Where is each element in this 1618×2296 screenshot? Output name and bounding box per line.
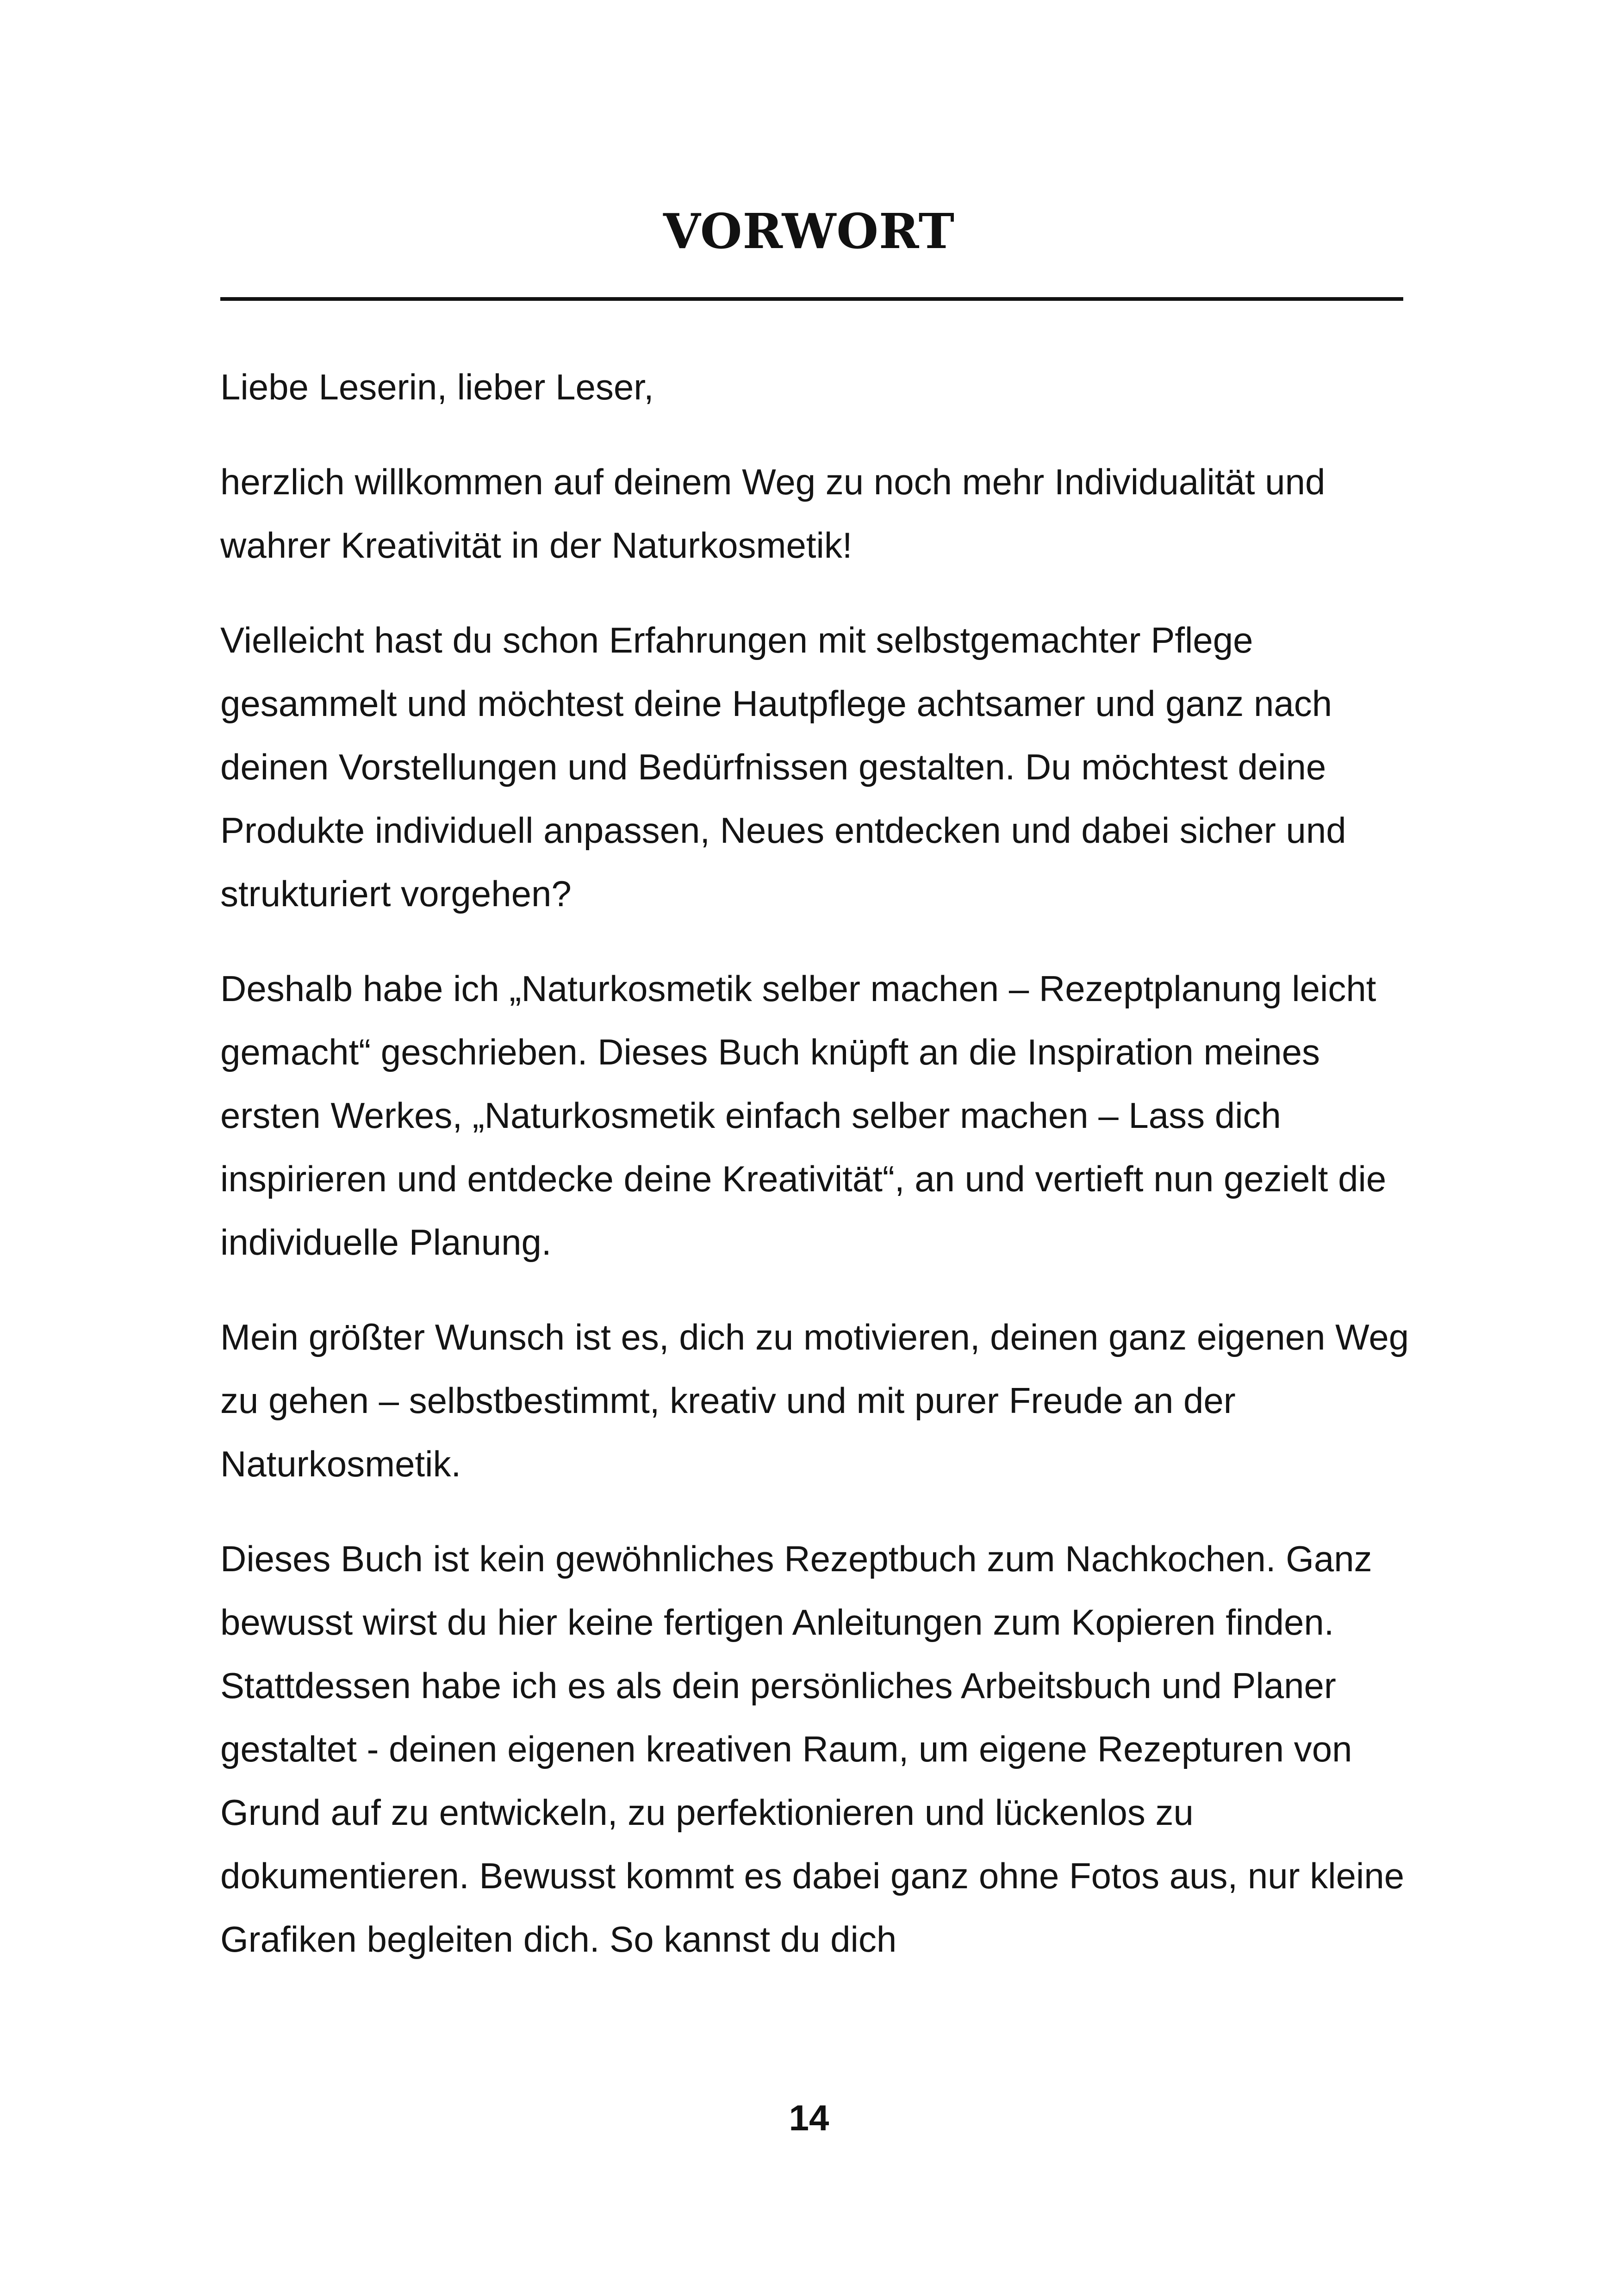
- chapter-heading: VORWORT: [663, 203, 955, 260]
- book-intro-paragraph: Deshalb habe ich „Naturkosmetik selber machen – Rezeptplanung leicht gemacht“ geschrieben. Dieses Buch knüpft an die Inspiration meines ersten Werkes, „Naturkosmetik einfach selber machen – Lass dich inspirieren und entdecke deine Kreativität“, an und vertieft nun gezielt die individuelle Planung.: [220, 968, 1387, 1263]
- wish-paragraph: Mein größter Wunsch ist es, dich zu motivieren, deinen ganz eigenen Weg zu gehen – selbstbestimmt, kreativ und mit purer Freude an der Naturkosmetik.: [220, 1317, 1409, 1484]
- welcome-paragraph: herzlich willkommen auf deinem Weg zu noch mehr Individualität und wahrer Kreativität in der Naturkosmetik!: [220, 461, 1326, 566]
- body-text: [220, 355, 1414, 2003]
- greeting-paragraph: Liebe Leserin, lieber Leser,: [220, 367, 654, 407]
- heading-divider: [220, 297, 1403, 301]
- experience-paragraph: Vielleicht hast du schon Erfahrungen mit selbstgemachter Pflege gesammelt und möchtest deine Hautpflege achtsamer und ganz nach deinen Vorstellungen und Bedürfnissen gestalten. Du möchtest deine Produkte individuell anpassen, Neues entdecken und dabei sicher und strukturiert vorgehen?: [220, 620, 1346, 914]
- book-purpose-paragraph: Dieses Buch ist kein gewöhnliches Rezeptbuch zum Nachkochen. Ganz bewusst wirst du hier keine fertigen Anleitungen zum Kopieren finden. Stattdessen habe ich es als dein persönliches Arbeitsbuch und Planer gestaltet - deinen eigenen kreativen Raum, um eigene Rezepturen von Grund auf zu entwickeln, zu perfektionieren und lückenlos zu dokumentieren. Bewusst kommt es dabei ganz ohne Fotos aus, nur kleine Grafiken begleiten dich. So kannst du dich: [220, 1538, 1405, 1960]
- page-number: 14: [789, 2097, 829, 2138]
